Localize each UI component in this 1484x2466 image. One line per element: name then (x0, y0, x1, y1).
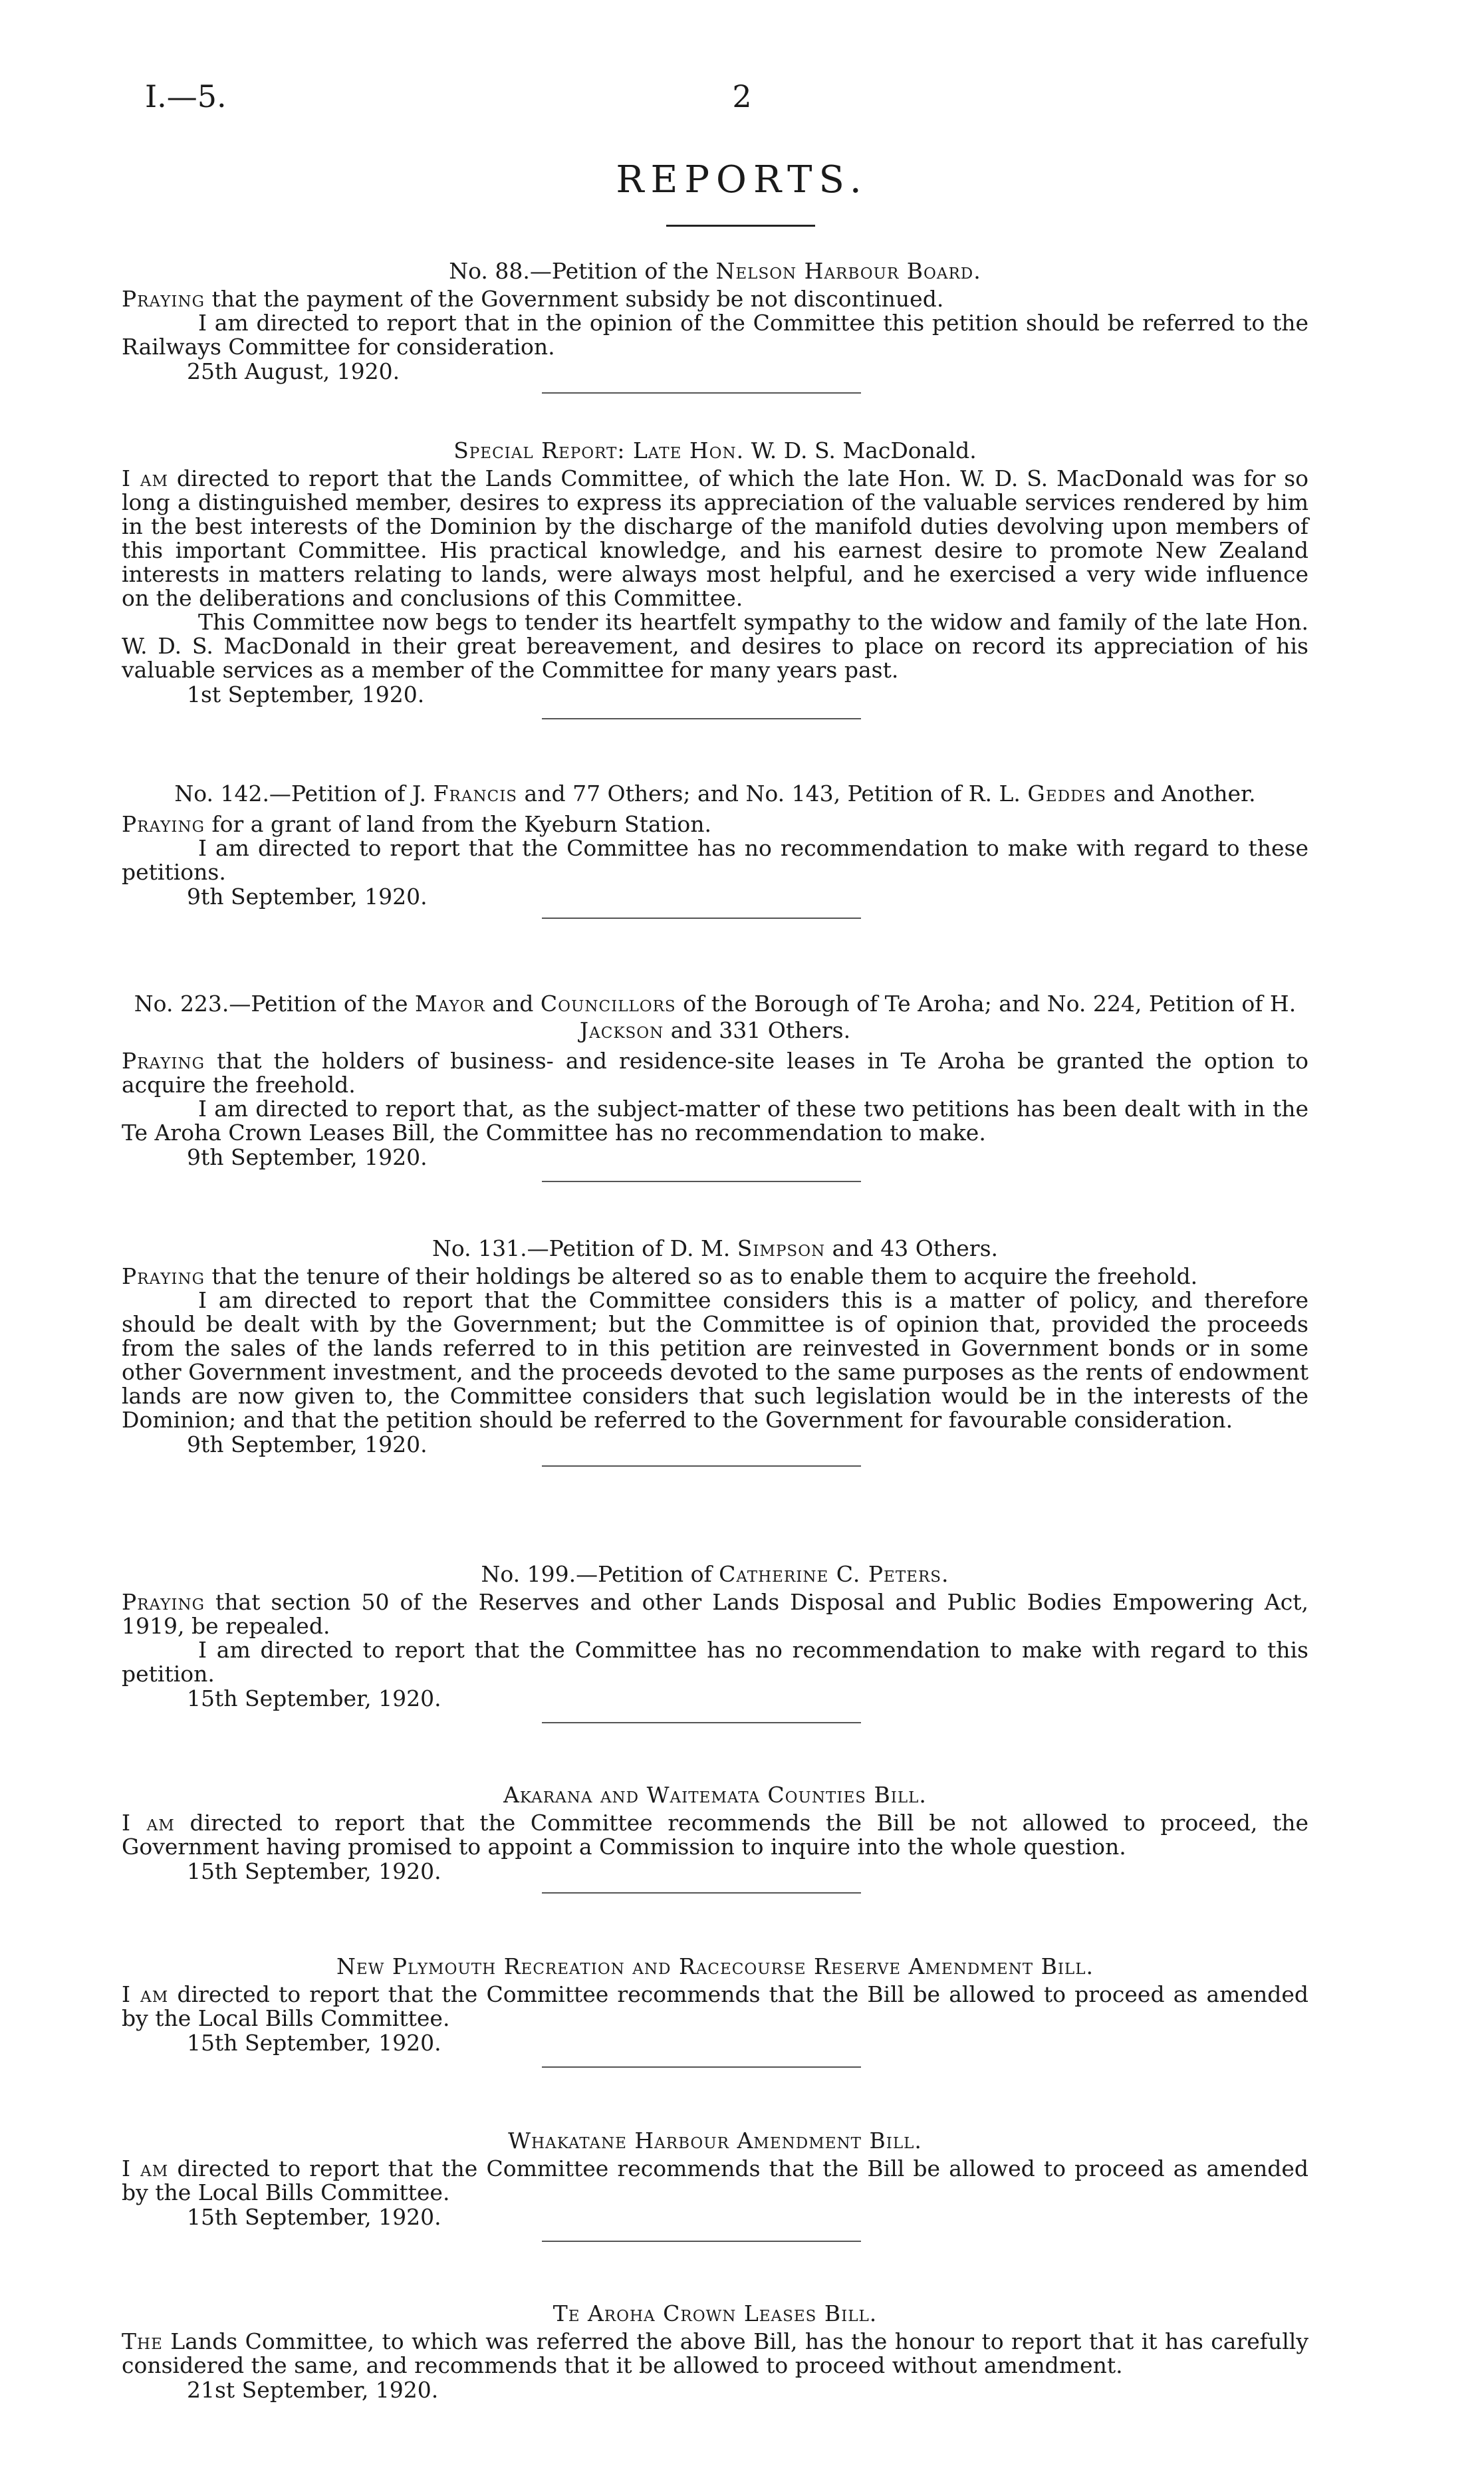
section-heading: Te Aroha Crown Leases Bill. (553, 2300, 878, 2326)
report-paragraph: I am directed to report that the Committee recommends the Bill be not allowed to proceed, the Government having promised to appoint a Commission to inquire into the whole question. (122, 1810, 1308, 1860)
report-date: 25th August, 1920. (187, 358, 400, 384)
section-divider (542, 2066, 861, 2068)
report-new-plymouth-bill (122, 1953, 1308, 2068)
title-rule (666, 225, 815, 227)
report-paragraph: I am directed to report that the Committee has no recommendation to make with regard to this petition. (122, 1637, 1308, 1687)
praying-paragraph: Praying that the holders of business- and residence-site leases in Te Aroha be granted the option to acquire the freehold. (122, 1048, 1308, 1098)
report-whakatane-bill (122, 2128, 1308, 2242)
page-title: REPORTS. (616, 158, 868, 201)
section-divider (542, 1181, 861, 1182)
section-divider (542, 1722, 861, 1723)
section-heading: New Plymouth Recreation and Racecourse Reserve Amendment Bill. (336, 1953, 1094, 1979)
report-paragraph: I am directed to report that the Committee has no recommendation to make with regard to these petitions. (122, 835, 1308, 885)
report-special-macdonald (122, 437, 1308, 719)
report-paragraph: I am directed to report that, as the subject-matter of these two petitions has been dealt with in the Te Aroha Crown Leases Bill, the Committee has no recommendation to make. (122, 1096, 1308, 1146)
section-heading: Whakatane Harbour Amendment Bill. (508, 2128, 922, 2154)
report-paragraph: I am directed to report that the Lands Committee, of which the late Hon. W. D. S. MacDonald was for so long a distinguished member, desires to express its appreciation of the valuable services rendered by him in the best interests of the Dominion by the discharge of the manifold duties devolving upon members of this important Committee. His practical knowledge, and his earnest desire to promote New Zealand interests in matters relating to lands, were always most helpful, and he exercised a very wide influence on the deliberations and conclusions of this Committee. (122, 465, 1308, 611)
report-date: 1st September, 1920. (187, 681, 425, 707)
report-te-aroha-mayor (122, 991, 1308, 1182)
report-francis-geddes (122, 781, 1308, 919)
report-date: 15th September, 1920. (187, 2030, 441, 2056)
page-number: 2 (732, 78, 752, 114)
report-nelson-harbour-board (122, 258, 1308, 394)
section-heading: No. 199.—Petition of Catherine C. Peters. (481, 1561, 949, 1587)
report-date: 9th September, 1920. (187, 1144, 428, 1170)
section-divider (542, 718, 861, 719)
section-divider (542, 392, 861, 394)
report-date: 21st September, 1920. (187, 2377, 439, 2403)
report-paragraph: This Committee now begs to tender its heartfelt sympathy to the widow and family of the late Hon. W. D. S. MacDonald in their great bereavement, and desires to place on record its appreciation of his valuable services as a member of the Committee for many years past. (122, 609, 1308, 683)
report-paragraph: I am directed to report that the Committee recommends that the Bill be allowed to proceed as amended by the Local Bills Committee. (122, 1981, 1308, 2031)
section-divider (542, 2241, 861, 2242)
report-date: 9th September, 1920. (187, 1431, 428, 1457)
section-divider (542, 918, 861, 919)
section-heading: Akarana and Waitemata Counties Bill. (503, 1782, 927, 1808)
report-paragraph: I am directed to report that the Committee considers this is a matter of policy, and therefore should be dealt with by the Government; but the Committee is of opinion that, provided the proceeds from the sales of the lands referred to in this petition are reinvested in Government bonds or in some other Government investment, and the proceeds devoted to the same purposes as the rents of endowment lands are now given to, the Committee considers that such legislation would be in the interests of the Dominion; and that the petition should be referred to the Government for favourable consideration. (122, 1287, 1308, 1433)
report-date: 15th September, 1920. (187, 1858, 441, 1884)
report-simpson (122, 1235, 1308, 1467)
report-date: 15th September, 1920. (187, 1685, 441, 1711)
report-date: 9th September, 1920. (187, 884, 428, 910)
section-heading: No. 131.—Petition of D. M. Simpson and 43 Others. (432, 1235, 998, 1261)
report-te-aroha-crown-leases-bill (122, 2300, 1308, 2403)
section-heading: No. 142.—Petition of J. Francis and 77 Others; and No. 143, Petition of R. L. Geddes and Another. (174, 781, 1256, 806)
report-peters (122, 1561, 1308, 1723)
document-reference: I.—5. (145, 78, 227, 114)
praying-paragraph: Praying that the tenure of their holdings be altered so as to enable them to acquire the freehold. (122, 1263, 1198, 1289)
report-paragraph: I am directed to report that in the opinion of the Committee this petition should be referred to the Railways Committee for consideration. (122, 310, 1308, 360)
report-paragraph: I am directed to report that the Committee recommends that the Bill be allowed to proceed as amended by the Local Bills Committee. (122, 2156, 1308, 2205)
section-heading: Special Report: Late Hon. W. D. S. MacDonald. (453, 437, 977, 463)
report-date: 15th September, 1920. (187, 2204, 441, 2230)
section-divider (542, 1892, 861, 1894)
section-heading: No. 223.—Petition of the Mayor and Councillors of the Borough of Te Aroha; and No. 224, Petition of H. Jackson and 331 Others. (134, 991, 1297, 1043)
report-akarana-bill (122, 1782, 1308, 1894)
report-paragraph: The Lands Committee, to which was referred the above Bill, has the honour to report that it has carefully considered the same, and recommends that it be allowed to proceed without amendment. (122, 2328, 1308, 2378)
praying-paragraph: Praying that the payment of the Government subsidy be not discontinued. (122, 286, 944, 312)
section-divider (542, 1465, 861, 1467)
praying-paragraph: Praying for a grant of land from the Kyeburn Station. (122, 811, 711, 837)
section-heading: No. 88.—Petition of the Nelson Harbour Board. (449, 258, 981, 284)
praying-paragraph: Praying that section 50 of the Reserves and other Lands Disposal and Public Bodies Empowering Act, 1919, be repealed. (122, 1589, 1308, 1639)
